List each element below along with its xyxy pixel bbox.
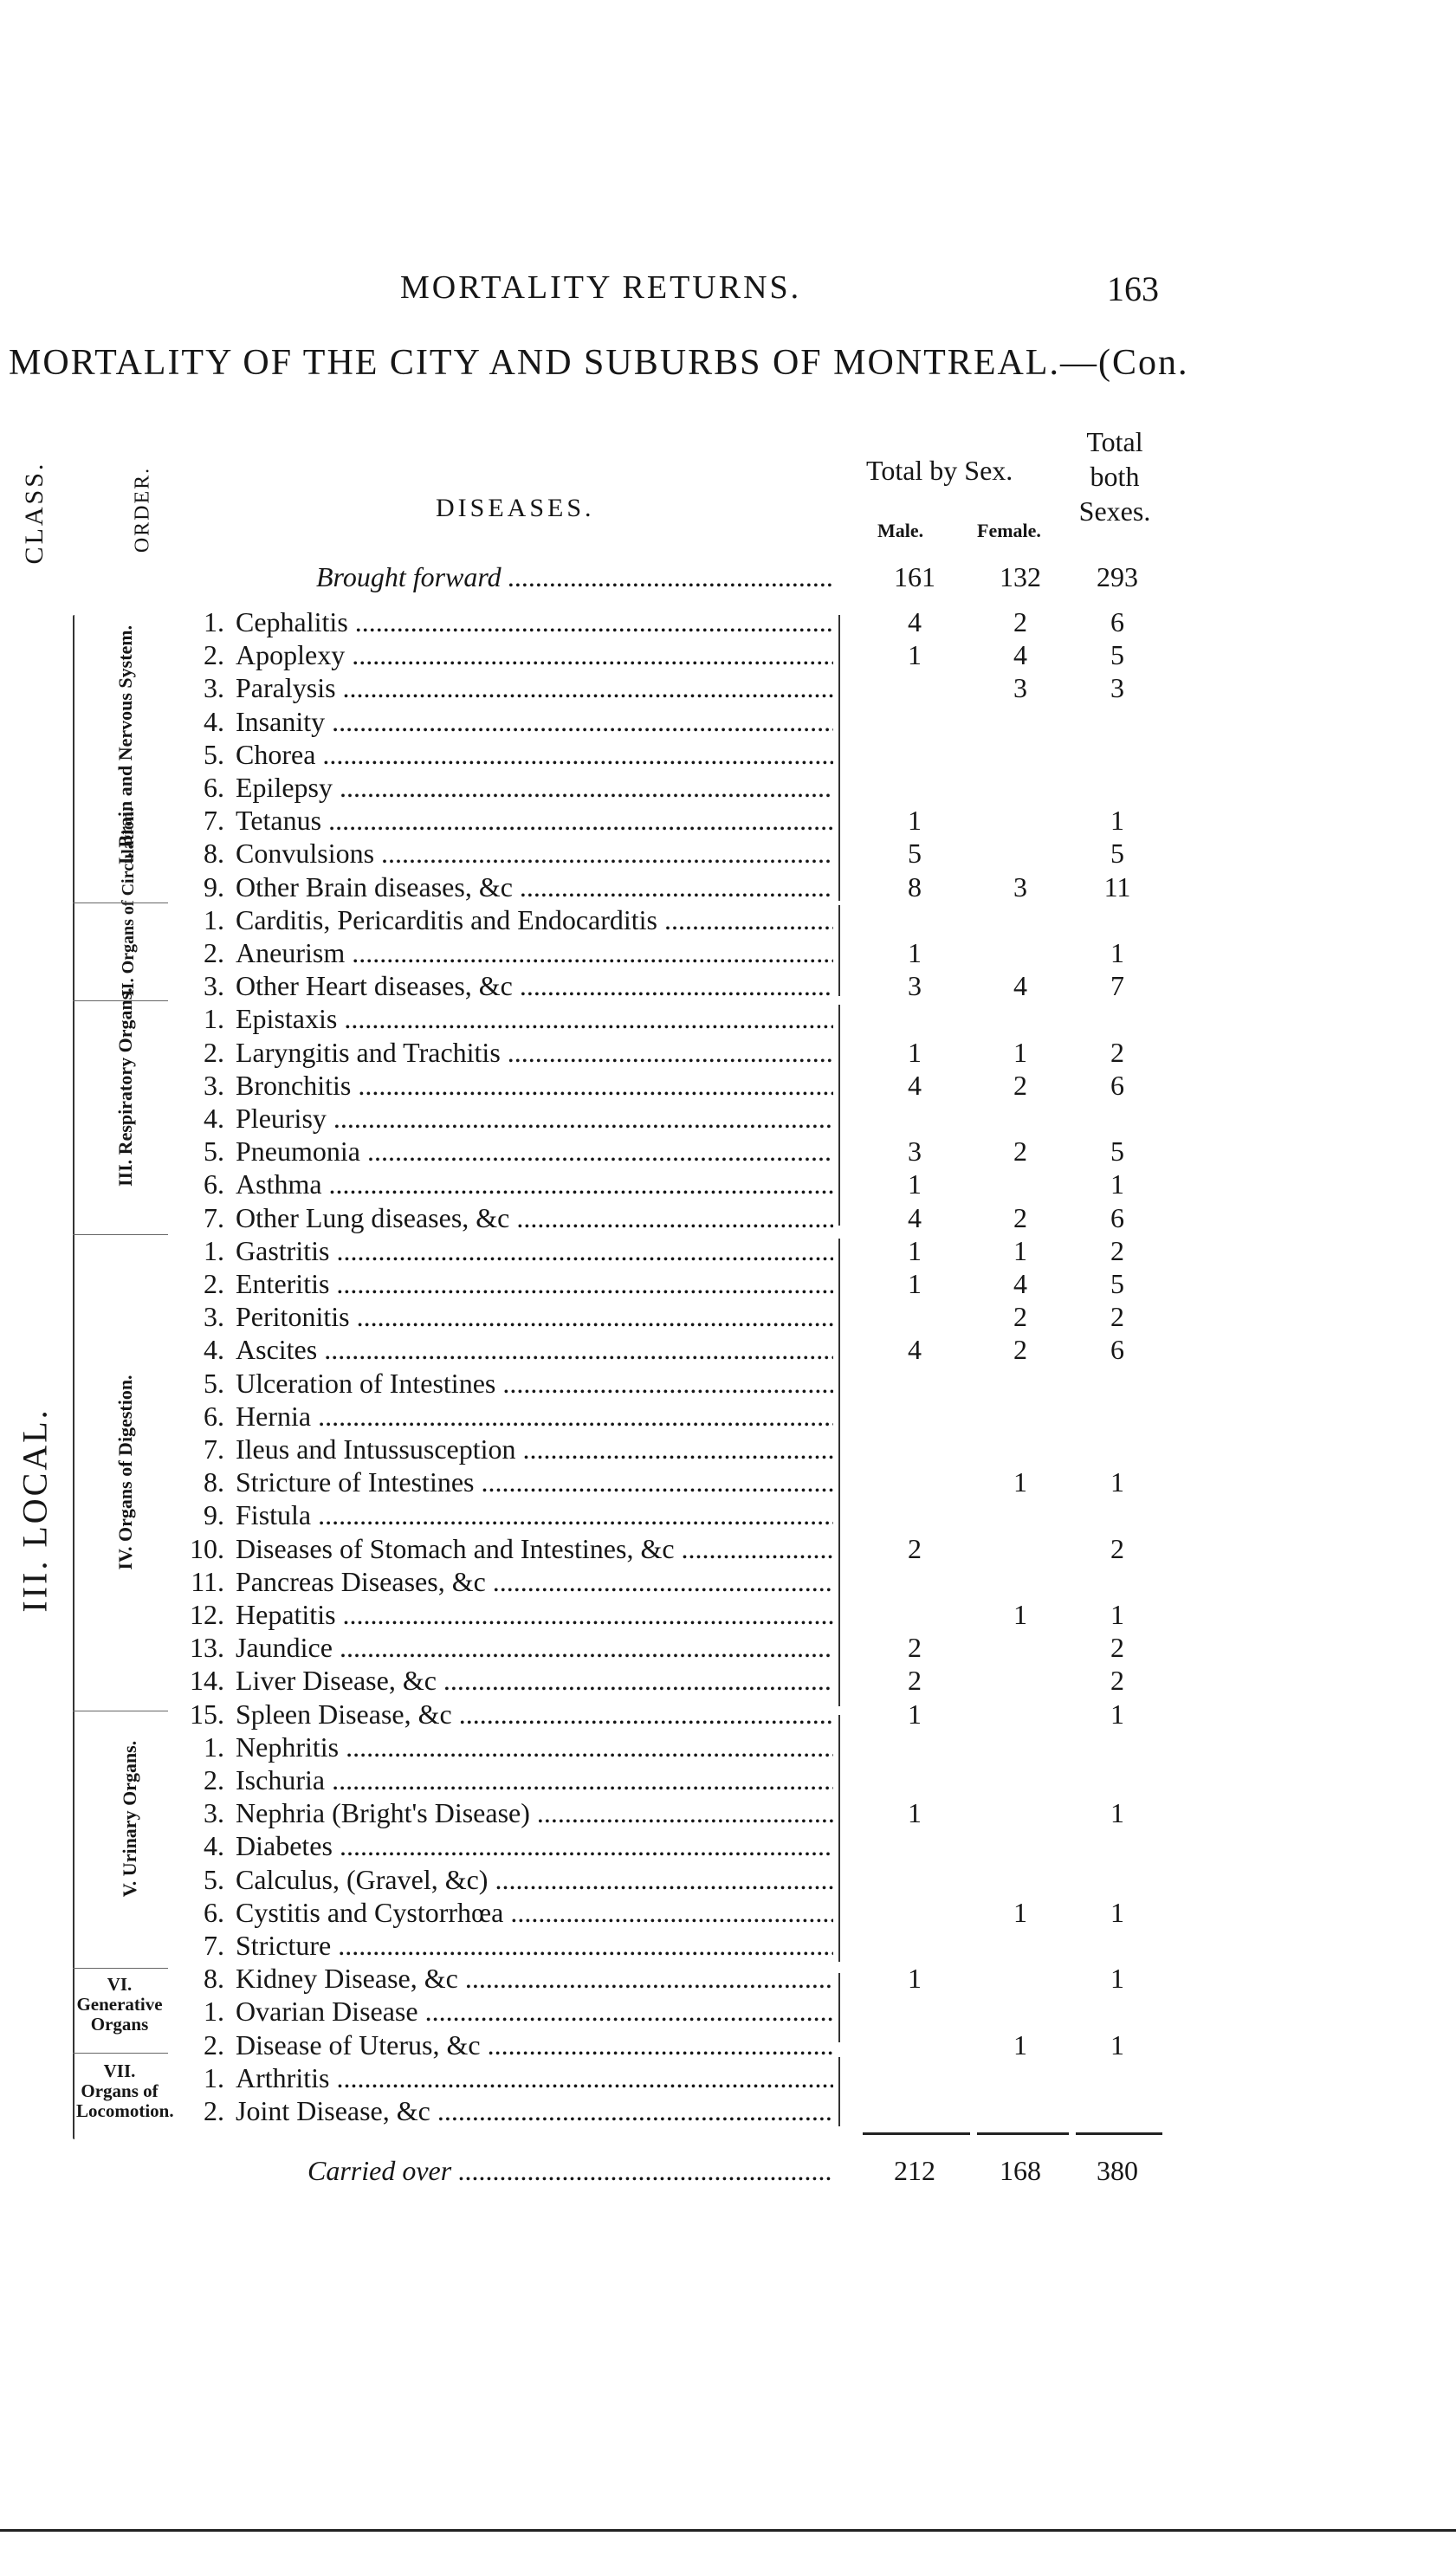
female-value: 4 <box>1013 1268 1027 1299</box>
table-row <box>0 772 1456 805</box>
row-number: 11. <box>191 1566 224 1597</box>
female-value: 2 <box>1013 1334 1027 1365</box>
disease-name: Paralysis ..... <box>236 672 833 704</box>
disease-name: Disease of Uterus, &c ..... <box>236 2029 833 2061</box>
row-number: 15. <box>190 1698 224 1730</box>
disease-name: Laryngitis and Trachitis ..... <box>236 1037 833 1069</box>
row-number: 3. <box>204 1797 224 1828</box>
total-value: 2 <box>1110 1235 1124 1266</box>
table-row <box>0 1003 1456 1036</box>
total-value: 1 <box>1110 1797 1124 1828</box>
row-number: 7. <box>204 1202 224 1233</box>
disease-name: Epistaxis ..... <box>236 1003 833 1035</box>
female-value: 3 <box>1013 871 1027 903</box>
row-number: 10. <box>190 1533 224 1564</box>
total-value: 2 <box>1110 1533 1124 1564</box>
table-row <box>0 1797 1456 1830</box>
table-row <box>0 904 1456 937</box>
male-value: 1 <box>908 1235 922 1266</box>
row-number: 5. <box>204 1368 224 1399</box>
page-number: 163 <box>1107 269 1159 308</box>
row-number: 7. <box>204 805 224 836</box>
total-value: 380 <box>1097 2155 1138 2186</box>
total-value: 2 <box>1110 1037 1124 1068</box>
brought-forward-label: Brought forward ..... <box>316 561 832 593</box>
male-column-header: Male. <box>877 520 924 541</box>
row-number: 9. <box>204 1499 224 1530</box>
male-value: 4 <box>908 1070 922 1101</box>
male-value: 2 <box>908 1632 922 1663</box>
carried-over-row <box>0 2155 1456 2188</box>
disease-name: Ovarian Disease ..... <box>236 1996 833 2028</box>
page-bottom-rule <box>0 2529 1456 2532</box>
row-number: 8. <box>204 1466 224 1498</box>
female-value: 4 <box>1013 639 1027 670</box>
row-number: 2. <box>204 937 224 968</box>
class-label-local: III. LOCAL. <box>15 1407 55 1613</box>
table-row <box>0 1566 1456 1599</box>
order-column-header: ORDER. <box>131 466 154 553</box>
page-title: MORTALITY OF THE CITY AND SUBURBS OF MONTREAL.—(Con. <box>9 343 1189 383</box>
table-row <box>0 706 1456 739</box>
table-row <box>0 1401 1456 1433</box>
brought-forward-row <box>0 561 1456 594</box>
disease-name: Diabetes ..... <box>236 1830 833 1862</box>
table-row <box>0 606 1456 639</box>
table-row <box>0 1070 1456 1103</box>
female-value: 1 <box>1013 1466 1027 1498</box>
disease-name: Other Heart diseases, &c ..... <box>236 970 833 1002</box>
male-value: 4 <box>908 1334 922 1365</box>
female-value: 2 <box>1013 606 1027 637</box>
disease-name: Liver Disease, &c ..... <box>236 1665 833 1697</box>
female-value: 1 <box>1013 2029 1027 2061</box>
disease-name: Pancreas Diseases, &c ..... <box>236 1566 833 1598</box>
total-value: 2 <box>1110 1632 1124 1663</box>
table-row <box>0 871 1456 904</box>
male-value: 1 <box>908 805 922 836</box>
disease-name: Spleen Disease, &c ..... <box>236 1698 833 1731</box>
disease-name: Pneumonia ..... <box>236 1135 833 1168</box>
row-number: 4. <box>204 1103 224 1134</box>
male-value: 1 <box>908 937 922 968</box>
row-number: 1. <box>204 1731 224 1763</box>
total-value: 1 <box>1110 1963 1124 1994</box>
disease-name: Joint Disease, &c ..... <box>236 2095 833 2127</box>
table-row <box>0 1864 1456 1897</box>
female-column-header: Female. <box>977 520 1041 541</box>
female-value: 4 <box>1013 970 1027 1001</box>
total-value: 293 <box>1097 561 1138 592</box>
male-value: 5 <box>908 838 922 869</box>
row-number: 5. <box>204 739 224 770</box>
disease-name: Tetanus ..... <box>236 805 833 837</box>
table-row <box>0 838 1456 870</box>
total-value: 5 <box>1110 838 1124 869</box>
order-circulation: II. Organs of Circulation. <box>119 807 138 996</box>
row-number: 1. <box>204 2062 224 2093</box>
row-number: 4. <box>204 1334 224 1365</box>
total-value: 6 <box>1110 1202 1124 1233</box>
row-number: 7. <box>204 1433 224 1465</box>
row-number: 6. <box>204 1168 224 1200</box>
row-number: 2. <box>204 1764 224 1795</box>
male-value: 3 <box>908 970 922 1001</box>
total-value: 6 <box>1110 606 1124 637</box>
row-number: 14. <box>190 1665 224 1696</box>
sum-rule-female <box>977 2132 1069 2135</box>
table-row <box>0 1368 1456 1401</box>
male-value: 4 <box>908 606 922 637</box>
sum-rule-male <box>863 2132 970 2135</box>
total-both-sexes-header: Total both Sexes. <box>1078 426 1151 527</box>
male-value: 1 <box>908 1797 922 1828</box>
disease-name: Ileus and Intussusception ..... <box>236 1433 833 1465</box>
table-row <box>0 1830 1456 1863</box>
table-row <box>0 1135 1456 1168</box>
table-row <box>0 2095 1456 2128</box>
male-value: 1 <box>908 1168 922 1200</box>
total-value: 1 <box>1110 2029 1124 2061</box>
total-value: 2 <box>1110 1301 1124 1332</box>
row-number: 1. <box>204 606 224 637</box>
disease-name: Ascites ..... <box>236 1334 833 1366</box>
row-number: 3. <box>204 1070 224 1101</box>
female-value: 2 <box>1013 1202 1027 1233</box>
order-respiratory: III. Respiratory Organs. <box>114 987 136 1187</box>
table-row <box>0 1533 1456 1566</box>
row-number: 5. <box>204 1135 224 1167</box>
table-row <box>0 1665 1456 1698</box>
table-row <box>0 937 1456 970</box>
table-row <box>0 970 1456 1003</box>
disease-name: Convulsions ..... <box>236 838 833 870</box>
disease-name: Ischuria ..... <box>236 1764 833 1796</box>
female-value: 168 <box>1000 2155 1041 2186</box>
disease-name: Kidney Disease, &c ..... <box>236 1963 833 1995</box>
disease-name: Nephritis ..... <box>236 1731 833 1763</box>
total-value: 3 <box>1110 672 1124 703</box>
table-row <box>0 1168 1456 1201</box>
total-value: 1 <box>1110 937 1124 968</box>
row-number: 5. <box>204 1864 224 1895</box>
diseases-column-header: DISEASES. <box>436 494 595 522</box>
disease-name: Other Lung diseases, &c ..... <box>236 1202 833 1234</box>
row-number: 8. <box>204 1963 224 1994</box>
row-number: 3. <box>204 1301 224 1332</box>
order-generative: VI. Generative Organs <box>76 1974 163 2035</box>
total-value: 1 <box>1110 1466 1124 1498</box>
table-row <box>0 1996 1456 2028</box>
table-row <box>0 1499 1456 1532</box>
total-value: 2 <box>1110 1665 1124 1696</box>
disease-name: Hernia ..... <box>236 1401 833 1433</box>
disease-name: Pleurisy ..... <box>236 1103 833 1135</box>
disease-name: Chorea ..... <box>236 739 833 771</box>
disease-name: Ulceration of Intestines ..... <box>236 1368 833 1400</box>
row-number: 6. <box>204 772 224 803</box>
male-value: 4 <box>908 1202 922 1233</box>
total-value: 7 <box>1110 970 1124 1001</box>
disease-name: Arthritis ..... <box>236 2062 833 2094</box>
row-number: 6. <box>204 1897 224 1928</box>
table-row <box>0 1037 1456 1070</box>
disease-name: Nephria (Bright's Disease) ..... <box>236 1797 833 1829</box>
table-row <box>0 1235 1456 1268</box>
disease-name: Gastritis ..... <box>236 1235 833 1267</box>
disease-name: Enteritis ..... <box>236 1268 833 1300</box>
table-row <box>0 1930 1456 1963</box>
table-row <box>0 1334 1456 1367</box>
total-value: 6 <box>1110 1070 1124 1101</box>
male-value: 1 <box>908 1698 922 1730</box>
disease-name: Asthma ..... <box>236 1168 833 1200</box>
disease-name: Calculus, (Gravel, &c) ..... <box>236 1864 833 1896</box>
male-value: 212 <box>894 2155 935 2186</box>
total-value: 5 <box>1110 1268 1124 1299</box>
male-value: 8 <box>908 871 922 903</box>
class-column-header: CLASS. <box>20 461 49 565</box>
sum-rule-total <box>1076 2132 1162 2135</box>
row-number: 12. <box>190 1599 224 1630</box>
table-row <box>0 1897 1456 1930</box>
row-number: 4. <box>204 706 224 737</box>
disease-name: Stricture ..... <box>236 1930 833 1962</box>
running-head: MORTALITY RETURNS. <box>400 269 802 306</box>
female-value: 2 <box>1013 1301 1027 1332</box>
female-value: 3 <box>1013 672 1027 703</box>
row-number: 2. <box>204 639 224 670</box>
disease-name: Peritonitis ..... <box>236 1301 833 1333</box>
row-number: 9. <box>204 871 224 903</box>
total-value: 11 <box>1103 871 1131 903</box>
disease-name: Epilepsy ..... <box>236 772 833 804</box>
disease-name: Jaundice ..... <box>236 1632 833 1664</box>
male-value: 1 <box>908 639 922 670</box>
order-digestion: IV. Organs of Digestion. <box>114 1375 136 1570</box>
female-value: 2 <box>1013 1070 1027 1101</box>
male-value: 1 <box>908 1037 922 1068</box>
female-value: 1 <box>1013 1897 1027 1928</box>
male-value: 1 <box>908 1268 922 1299</box>
row-number: 2. <box>204 2029 224 2061</box>
disease-name: Stricture of Intestines ..... <box>236 1466 833 1498</box>
total-value: 1 <box>1110 1599 1124 1630</box>
row-number: 6. <box>204 1401 224 1432</box>
total-value: 1 <box>1110 1897 1124 1928</box>
disease-name: Insanity ..... <box>236 706 833 738</box>
row-number: 2. <box>204 1037 224 1068</box>
male-value: 2 <box>908 1533 922 1564</box>
disease-name: Apoplexy ..... <box>236 639 833 671</box>
total-value: 5 <box>1110 1135 1124 1167</box>
row-number: 8. <box>204 838 224 869</box>
male-value: 3 <box>908 1135 922 1167</box>
row-number: 3. <box>204 970 224 1001</box>
total-value: 1 <box>1110 805 1124 836</box>
table-row <box>0 1103 1456 1135</box>
female-value: 2 <box>1013 1135 1027 1167</box>
male-value: 1 <box>908 1963 922 1994</box>
order-locomotion: VII. Organs of Locomotion. <box>76 2061 174 2121</box>
table-row <box>0 1632 1456 1665</box>
table-row <box>0 1599 1456 1632</box>
row-number: 2. <box>204 1268 224 1299</box>
disease-name: Bronchitis ..... <box>236 1070 833 1102</box>
total-value: 1 <box>1110 1698 1124 1730</box>
table-row <box>0 1764 1456 1797</box>
row-number: 1. <box>204 1996 224 2027</box>
disease-name: Fistula ..... <box>236 1499 833 1531</box>
row-number: 7. <box>204 1930 224 1961</box>
table-row <box>0 639 1456 672</box>
female-value: 1 <box>1013 1037 1027 1068</box>
row-number: 1. <box>204 1003 224 1034</box>
order-brain-nervous: I. Brain and Nervous System. <box>114 624 136 865</box>
row-number: 1. <box>204 904 224 935</box>
total-value: 5 <box>1110 639 1124 670</box>
disease-name: Aneurism ..... <box>236 937 833 969</box>
disease-name: Cephalitis ..... <box>236 606 833 638</box>
female-value: 1 <box>1013 1235 1027 1266</box>
table-row <box>0 739 1456 772</box>
disease-name: Carditis, Pericarditis and Endocarditis ..... <box>236 904 833 936</box>
disease-name: Hepatitis ..... <box>236 1599 833 1631</box>
table-row <box>0 1963 1456 1996</box>
female-value: 1 <box>1013 1599 1027 1630</box>
disease-name: Cystitis and Cystorrhœa ..... <box>236 1897 833 1929</box>
row-number: 2. <box>204 2095 224 2126</box>
row-number: 1. <box>204 1235 224 1266</box>
row-number: 4. <box>204 1830 224 1861</box>
table-row <box>0 1433 1456 1466</box>
table-row <box>0 2062 1456 2095</box>
total-value: 1 <box>1110 1168 1124 1200</box>
table-row <box>0 805 1456 838</box>
table-row <box>0 2029 1456 2062</box>
female-value: 132 <box>1000 561 1041 592</box>
disease-name: Diseases of Stomach and Intestines, &c ..... <box>236 1533 833 1565</box>
order-urinary: V. Urinary Organs. <box>119 1740 140 1898</box>
table-row <box>0 1268 1456 1301</box>
row-number: 13. <box>190 1632 224 1663</box>
male-value: 161 <box>894 561 935 592</box>
carried-over-label: Carried over ..... <box>307 2155 832 2187</box>
table-row <box>0 1202 1456 1235</box>
male-value: 2 <box>908 1665 922 1696</box>
table-row <box>0 1731 1456 1764</box>
table-row <box>0 1466 1456 1499</box>
table-row <box>0 1698 1456 1731</box>
row-number: 3. <box>204 672 224 703</box>
total-by-sex-header: Total by Sex. <box>866 455 1013 486</box>
table-row <box>0 1301 1456 1334</box>
table-row <box>0 672 1456 705</box>
total-value: 6 <box>1110 1334 1124 1365</box>
disease-name: Other Brain diseases, &c ..... <box>236 871 833 903</box>
